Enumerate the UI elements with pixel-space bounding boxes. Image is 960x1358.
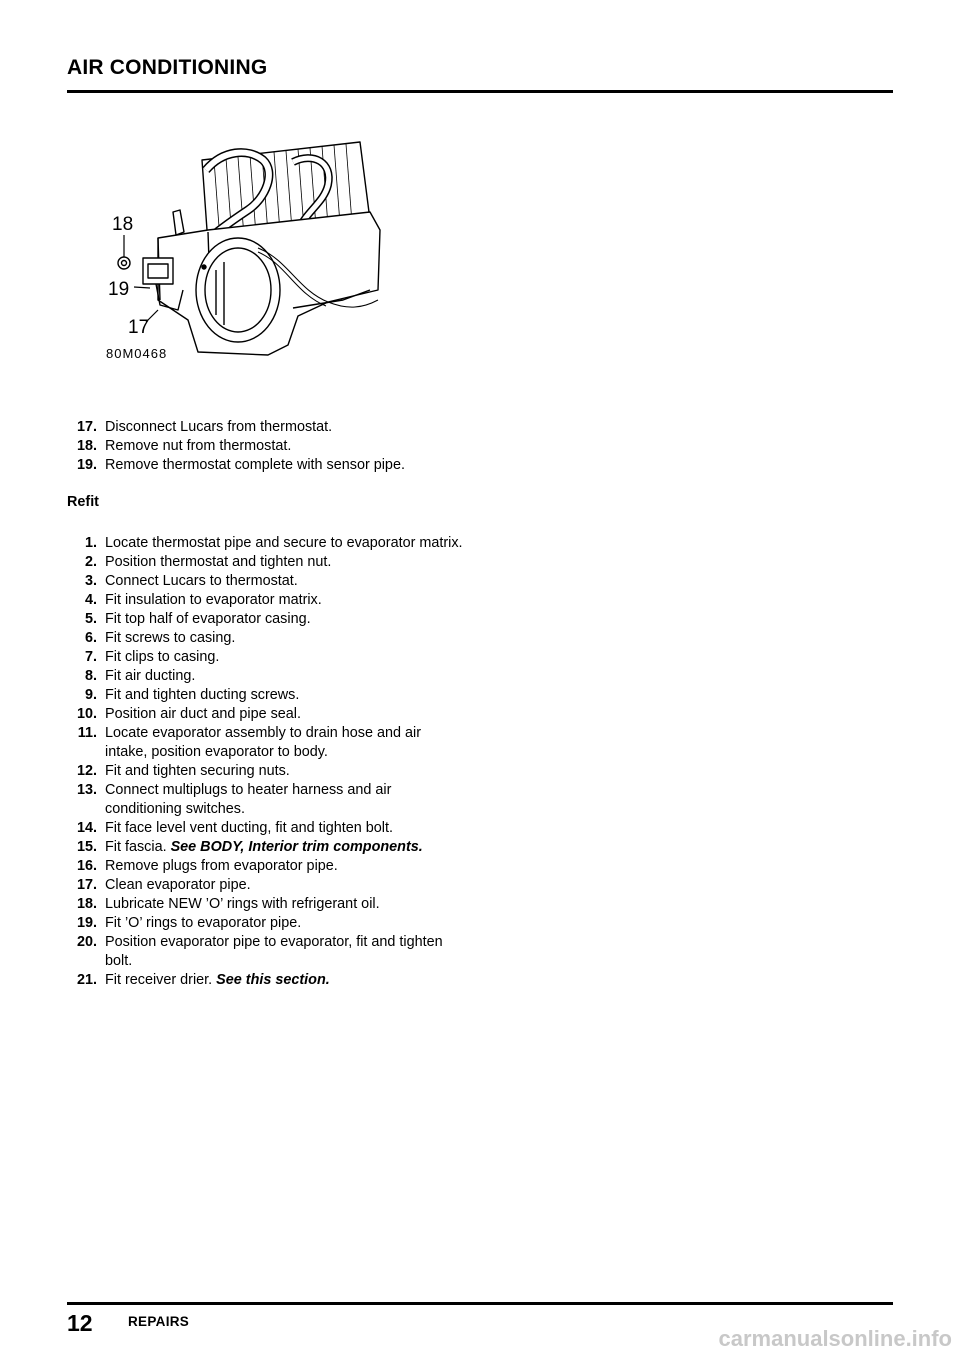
step-text: Fit air ducting. [105,668,196,684]
step-number: 19. [76,457,97,473]
step-text: Fit receiver drier. [105,972,213,988]
step-text: Position evaporator pipe to evaporator, fit and tighten bolt. [105,934,443,969]
footer-rule [67,1302,893,1305]
step-number: 13. [76,782,97,798]
list-item [67,591,467,610]
callout-19: 19 [108,279,130,300]
step-number: 15. [76,839,97,855]
step-text: Locate thermostat pipe and secure to evaporator matrix. [105,535,463,551]
step-text: Locate evaporator assembly to drain hose and air intake, position evaporator to body. [105,725,421,760]
step-number: 3. [84,573,97,589]
list-item [67,705,467,724]
list-item [67,610,467,629]
list-item [67,418,467,437]
list-item [67,895,467,914]
step-number: 12. [76,763,97,779]
step-text: Fit fascia. [105,839,167,855]
header-rule [67,90,893,93]
list-item [67,933,467,971]
list-item [67,534,467,553]
figure-code: 80M0468 [106,346,168,361]
cross-reference[interactable]: See BODY, Interior trim components. [170,839,423,855]
removal-step-list [67,418,467,475]
list-item [67,648,467,667]
step-text: Remove thermostat complete with sensor pipe. [105,457,405,473]
step-number: 9. [84,687,97,703]
step-number: 1. [84,535,97,551]
step-text: Fit and tighten ducting screws. [105,687,300,703]
evaporator-illustration [98,140,398,375]
list-item [67,456,467,475]
list-item [67,553,467,572]
step-text: Position thermostat and tighten nut. [105,554,332,570]
step-text: Fit insulation to evaporator matrix. [105,592,322,608]
evaporator-drawing [98,140,398,375]
step-number: 17. [76,877,97,893]
step-text: Fit face level vent ducting, fit and tighten bolt. [105,820,393,836]
list-item [67,781,467,819]
step-text: Fit ’O’ rings to evaporator pipe. [105,915,302,931]
step-number: 18. [76,438,97,454]
step-text: Lubricate NEW ’O’ rings with refrigerant oil. [105,896,380,912]
callout-18: 18 [112,214,134,235]
list-item [67,914,467,933]
step-text: Fit clips to casing. [105,649,220,665]
step-number: 7. [84,649,97,665]
step-number: 19. [76,915,97,931]
step-number: 8. [84,668,97,684]
section-heading-refit: Refit [67,494,99,510]
step-text: Fit top half of evaporator casing. [105,611,311,627]
step-number: 4. [84,592,97,608]
step-text: Position air duct and pipe seal. [105,706,301,722]
footer-section-label: REPAIRS [128,1314,190,1329]
list-item [67,724,467,762]
refit-step-list [67,534,467,990]
step-number: 2. [84,554,97,570]
step-text: Remove plugs from evaporator pipe. [105,858,338,874]
list-item [67,629,467,648]
step-number: 14. [76,820,97,836]
list-item [67,686,467,705]
list-item [67,819,467,838]
list-item [67,876,467,895]
list-item [67,762,467,781]
step-number: 17. [76,419,97,435]
step-number: 10. [76,706,97,722]
list-item [67,971,467,990]
cross-reference[interactable]: See this section. [216,972,330,988]
step-number: 6. [84,630,97,646]
callout-17: 17 [128,317,150,338]
list-item [67,572,467,591]
step-text: Remove nut from thermostat. [105,438,292,454]
page-number: 12 [67,1310,93,1336]
list-item [67,838,467,857]
step-number: 21. [76,972,97,988]
page-title: AIR CONDITIONING [67,56,268,79]
step-number: 5. [84,611,97,627]
step-number: 16. [76,858,97,874]
step-number: 18. [76,896,97,912]
step-text: Fit screws to casing. [105,630,236,646]
list-item [67,437,467,456]
watermark: carmanualsonline.info [718,1326,952,1351]
step-number: 11. [77,725,97,741]
step-text: Connect multiplugs to heater harness and air conditioning switches. [105,782,392,817]
step-text: Fit and tighten securing nuts. [105,763,290,779]
step-text: Disconnect Lucars from thermostat. [105,419,333,435]
step-text: Clean evaporator pipe. [105,877,251,893]
list-item [67,857,467,876]
step-number: 20. [76,934,97,950]
list-item [67,667,467,686]
step-text: Connect Lucars to thermostat. [105,573,298,589]
